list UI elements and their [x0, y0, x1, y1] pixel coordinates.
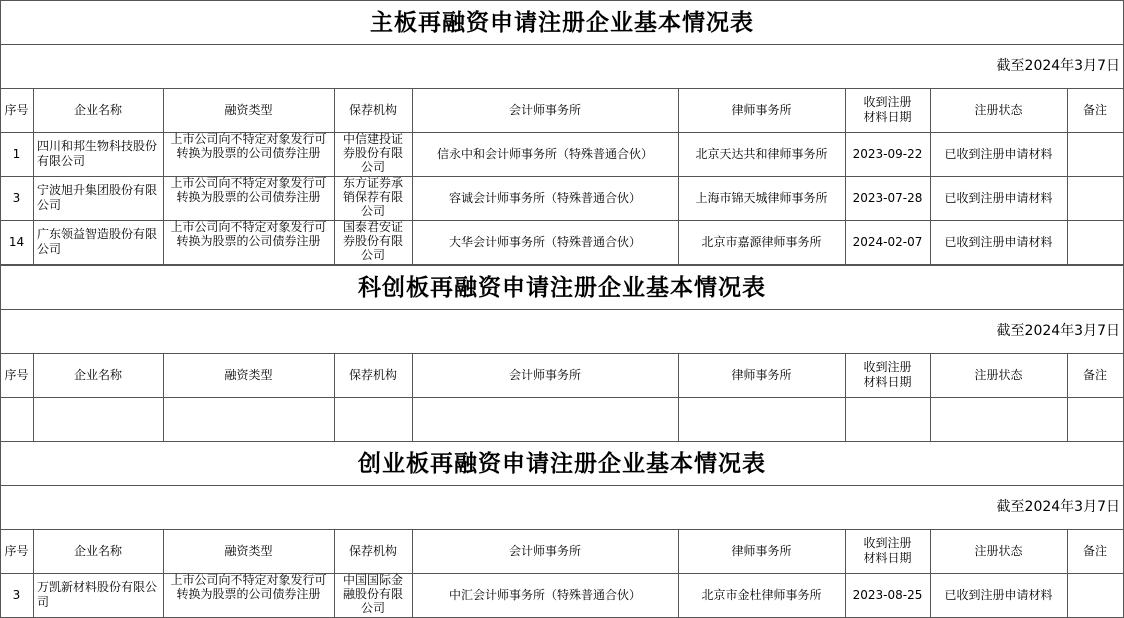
table-cell-received-date[interactable] — [845, 397, 930, 441]
table-cell-seq[interactable]: 3 — [12, 587, 21, 602]
table-cell-sponsor[interactable]: 中信建投证券股份有限公司 — [342, 132, 403, 174]
table-cell-sponsor[interactable] — [334, 397, 412, 441]
table-cell-remarks[interactable] — [1067, 397, 1123, 441]
column-header-sponsor: 保荐机构 — [348, 102, 397, 117]
table-cell-accounting-firm[interactable]: 大华会计师事务所（特殊普通合伙） — [448, 234, 641, 249]
table-cell-status[interactable] — [930, 397, 1067, 441]
grid-line — [33, 529, 34, 618]
column-header-remarks: 备注 — [1082, 102, 1107, 117]
section-title: 主板再融资申请注册企业基本情况表 — [370, 8, 754, 36]
table-cell-financing-type[interactable]: 上市公司向不特定对象发行可转换为股票的公司债券注册 — [170, 132, 327, 160]
column-header-financing-type: 融资类型 — [224, 102, 273, 117]
column-header-law-firm: 律师事务所 — [731, 367, 792, 382]
column-header-company: 企业名称 — [73, 367, 122, 382]
section-title: 创业板再融资申请注册企业基本情况表 — [358, 449, 766, 477]
table-cell-sponsor[interactable]: 东方证券承销保荐有限公司 — [342, 176, 403, 218]
table-cell-accounting-firm[interactable]: 中汇会计师事务所（特殊普通合伙） — [448, 587, 641, 602]
grid-line — [678, 353, 679, 442]
grid-line — [678, 529, 679, 618]
table-cell-law-firm[interactable] — [678, 397, 845, 441]
grid-line — [412, 88, 413, 265]
table-cell-received-date[interactable]: 2023-08-25 — [852, 587, 923, 602]
column-header-received-date: 收到注册 材料日期 — [863, 536, 912, 565]
table-cell-remarks[interactable] — [1067, 573, 1123, 617]
table-cell-received-date[interactable]: 2023-09-22 — [852, 146, 923, 161]
table-cell-company[interactable]: 广东领益智造股份有限公司 — [37, 227, 158, 256]
table-cell-sponsor[interactable]: 中国国际金融股份有限公司 — [342, 573, 403, 615]
table-cell-status[interactable]: 已收到注册申请材料 — [944, 234, 1053, 249]
column-header-financing-type: 融资类型 — [224, 367, 273, 382]
table-cell-accounting-firm[interactable]: 容诚会计师事务所（特殊普通合伙） — [448, 190, 641, 205]
grid-line — [163, 88, 164, 265]
column-header-status: 注册状态 — [974, 102, 1023, 117]
table-cell-company[interactable] — [33, 397, 163, 441]
column-header-law-firm: 律师事务所 — [731, 102, 792, 117]
grid-line — [334, 529, 335, 618]
column-header-received-date: 收到注册 材料日期 — [863, 95, 912, 124]
table-cell-remarks[interactable] — [1067, 132, 1123, 176]
grid-line — [0, 529, 1, 618]
column-header-status: 注册状态 — [974, 543, 1023, 558]
table-cell-seq[interactable] — [0, 397, 33, 441]
table-cell-sponsor[interactable]: 国泰君安证券股份有限公司 — [342, 220, 403, 262]
grid-line — [930, 529, 931, 618]
grid-line — [0, 88, 1, 265]
table-cell-remarks[interactable] — [1067, 220, 1123, 264]
table-cell-financing-type[interactable] — [163, 397, 334, 441]
column-header-accounting-firm: 会计师事务所 — [508, 367, 581, 382]
column-header-accounting-firm: 会计师事务所 — [508, 543, 581, 558]
as-of-date: 截至2024年3月7日 — [996, 498, 1120, 515]
grid-line — [678, 88, 679, 265]
table-cell-company[interactable]: 万凯新材料股份有限公司 — [37, 580, 158, 609]
as-of-date: 截至2024年3月7日 — [996, 322, 1120, 339]
column-header-company: 企业名称 — [73, 543, 122, 558]
as-of-date: 截至2024年3月7日 — [996, 57, 1120, 74]
grid-line — [0, 353, 1, 442]
grid-line — [334, 353, 335, 442]
table-cell-financing-type[interactable]: 上市公司向不特定对象发行可转换为股票的公司债券注册 — [170, 573, 327, 601]
grid-line — [845, 529, 846, 618]
column-header-financing-type: 融资类型 — [224, 543, 273, 558]
grid-line — [412, 353, 413, 442]
grid-line — [334, 88, 335, 265]
table-cell-seq[interactable]: 3 — [12, 190, 21, 205]
column-header-seq: 序号 — [4, 102, 29, 117]
column-header-company: 企业名称 — [73, 102, 122, 117]
column-header-seq: 序号 — [4, 367, 29, 382]
table-cell-law-firm[interactable]: 北京天达共和律师事务所 — [695, 146, 828, 161]
column-header-law-firm: 律师事务所 — [731, 543, 792, 558]
column-header-accounting-firm: 会计师事务所 — [508, 102, 581, 117]
grid-line — [930, 353, 931, 442]
grid-line — [1067, 353, 1068, 442]
column-header-sponsor: 保荐机构 — [348, 543, 397, 558]
grid-line — [1067, 529, 1068, 618]
table-cell-received-date[interactable]: 2024-02-07 — [852, 234, 923, 249]
table-cell-law-firm[interactable]: 上海市锦天城律师事务所 — [695, 190, 828, 205]
table-cell-received-date[interactable]: 2023-07-28 — [852, 190, 923, 205]
table-cell-company[interactable]: 宁波旭升集团股份有限公司 — [37, 183, 158, 212]
table-cell-financing-type[interactable]: 上市公司向不特定对象发行可转换为股票的公司债券注册 — [170, 176, 327, 204]
table-cell-seq[interactable]: 1 — [12, 146, 21, 161]
grid-line — [845, 353, 846, 442]
grid-line — [1067, 88, 1068, 265]
table-cell-status[interactable]: 已收到注册申请材料 — [944, 587, 1053, 602]
grid-line — [33, 88, 34, 265]
table-cell-accounting-firm[interactable]: 信永中和会计师事务所（特殊普通合伙） — [436, 146, 653, 161]
table-cell-accounting-firm[interactable] — [412, 397, 678, 441]
table-cell-law-firm[interactable]: 北京市嘉源律师事务所 — [701, 234, 822, 249]
column-header-seq: 序号 — [4, 543, 29, 558]
grid-line — [163, 353, 164, 442]
column-header-remarks: 备注 — [1082, 543, 1107, 558]
table-cell-status[interactable]: 已收到注册申请材料 — [944, 190, 1053, 205]
table-cell-law-firm[interactable]: 北京市金杜律师事务所 — [701, 587, 822, 602]
table-cell-remarks[interactable] — [1067, 176, 1123, 220]
table-cell-financing-type[interactable]: 上市公司向不特定对象发行可转换为股票的公司债券注册 — [170, 220, 327, 248]
column-header-received-date: 收到注册 材料日期 — [863, 360, 912, 389]
column-header-remarks: 备注 — [1082, 367, 1107, 382]
column-header-sponsor: 保荐机构 — [348, 367, 397, 382]
grid-line — [412, 529, 413, 618]
table-cell-seq[interactable]: 14 — [8, 234, 25, 249]
grid-line — [33, 353, 34, 442]
grid-line — [163, 529, 164, 618]
grid-line — [930, 88, 931, 265]
section-title: 科创板再融资申请注册企业基本情况表 — [358, 273, 766, 301]
column-header-status: 注册状态 — [974, 367, 1023, 382]
grid-line — [845, 88, 846, 265]
table-cell-company[interactable]: 四川和邦生物科技股份有限公司 — [37, 139, 158, 168]
table-cell-status[interactable]: 已收到注册申请材料 — [944, 146, 1053, 161]
